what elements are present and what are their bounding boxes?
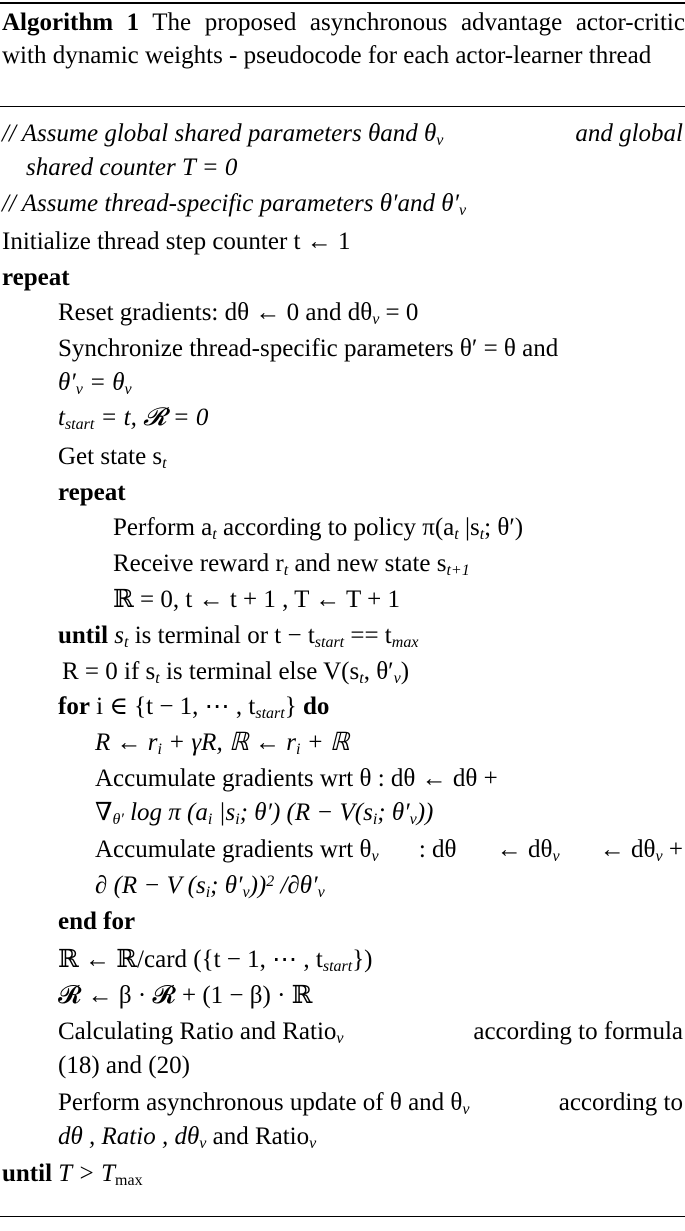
async-update-line2: dθ , Ratio , $d\theta_v$ and Ratio$_v$ <box>58 1123 317 1152</box>
top-rule <box>0 2 685 4</box>
until-terminal: until $s_t$ is terminal or $t - t_{start} == t_{max}$ <box>58 622 419 651</box>
init-step-counter: Initialize thread step counter t ← 1 <box>2 228 351 255</box>
keyword-until-inner: until <box>58 622 109 649</box>
bootstrap-return: R = 0 if $s_t$ is terminal else $V(s_t$, $\theta'_v$) <box>62 658 410 687</box>
for-loop-header: for i ∈ {t − 1, ⋯ , $t_{start}$} do <box>58 693 330 722</box>
comment-global-counter: shared counter T = 0 <box>26 154 238 181</box>
tstart-assign: $t_{start} = t$, 𝓡 = 0 <box>58 404 209 433</box>
algorithm-label: Algorithm 1 <box>2 9 140 36</box>
normalize-reward: ℝ ← ℝ/card ({t − 1, ⋯ , $t_{start}$}) <box>58 946 373 975</box>
reset-gradients: Reset gradients: dθ ← 0 and $d\theta_v = 0$ <box>58 299 419 328</box>
until-global-max: until $T > T_{max}$ <box>2 1160 143 1189</box>
accumulate-policy-grad-line1: Accumulate gradients wrt θ : dθ ← dθ + <box>95 765 498 792</box>
keyword-do: do <box>302 693 330 720</box>
keyword-repeat-inner: repeat <box>58 479 126 506</box>
return-accumulate: R ← $r_i + \gamma R$, ℝ ← $r_i$ + ℝ <box>95 729 350 758</box>
sync-params-line2: $\theta'_v = \theta_v$ <box>58 369 132 398</box>
update-counters: ℝ = 0, t ← t + 1 , T ← T + 1 <box>113 586 400 613</box>
smooth-reward: 𝓡 ← β · 𝓡 + (1 − β) · ℝ <box>58 982 313 1009</box>
algorithm-title: The proposed asynchronous advantage actor-critic with dynamic weights - pseudocode for each actor-learner thread <box>2 9 685 69</box>
calculate-ratio-line2: (18) and (20) <box>58 1052 190 1079</box>
accumulate-value-grad-line1: Accumulate gradients wrt $\theta_v$ : dθ ← $d\theta_v$ ← $d\theta_v$ + <box>95 836 683 865</box>
caption-rule <box>0 106 685 107</box>
perform-action: Perform $a_t$ according to policy $\pi(a_t$ $|s_t$; θ′) <box>113 514 524 543</box>
accumulate-policy-grad-line2: $\nabla_{\theta'}$ log π ($a_i$ $|s_i$; θ′) ($R - V(s_i$; $\theta'_v$)) <box>95 799 434 828</box>
comment-thread-params: // Assume thread-specific parameters θ′and $\theta'_v$ <box>2 190 467 219</box>
keyword-repeat-outer: repeat <box>2 264 70 291</box>
keyword-for: for <box>58 693 90 720</box>
receive-reward: Receive reward $r_t$ and new state $s_{t+1}$ <box>113 550 470 579</box>
keyword-until-outer: until <box>2 1160 53 1187</box>
keyword-end-for: end for <box>58 908 136 935</box>
comment-global-params: // Assume global shared parameters θand $\theta_v$ and global <box>2 120 683 149</box>
sync-params-line1: Synchronize thread-specific parameters θ′ = θ and <box>58 335 559 362</box>
calculate-ratio-line1: Calculating Ratio and Ratio$_v$ according to formula <box>58 1018 683 1047</box>
async-update-line1: Perform asynchronous update of θ and $\theta_v$ according to <box>58 1089 683 1118</box>
algorithm-caption <box>2 6 685 72</box>
get-state: Get state $s_t$ <box>58 443 167 472</box>
accumulate-value-grad-line2: ∂ (R − V ($s_i$; $\theta'_v))^2$ $/\partial\theta'_v$ <box>95 872 325 901</box>
bottom-rule <box>0 1216 685 1217</box>
